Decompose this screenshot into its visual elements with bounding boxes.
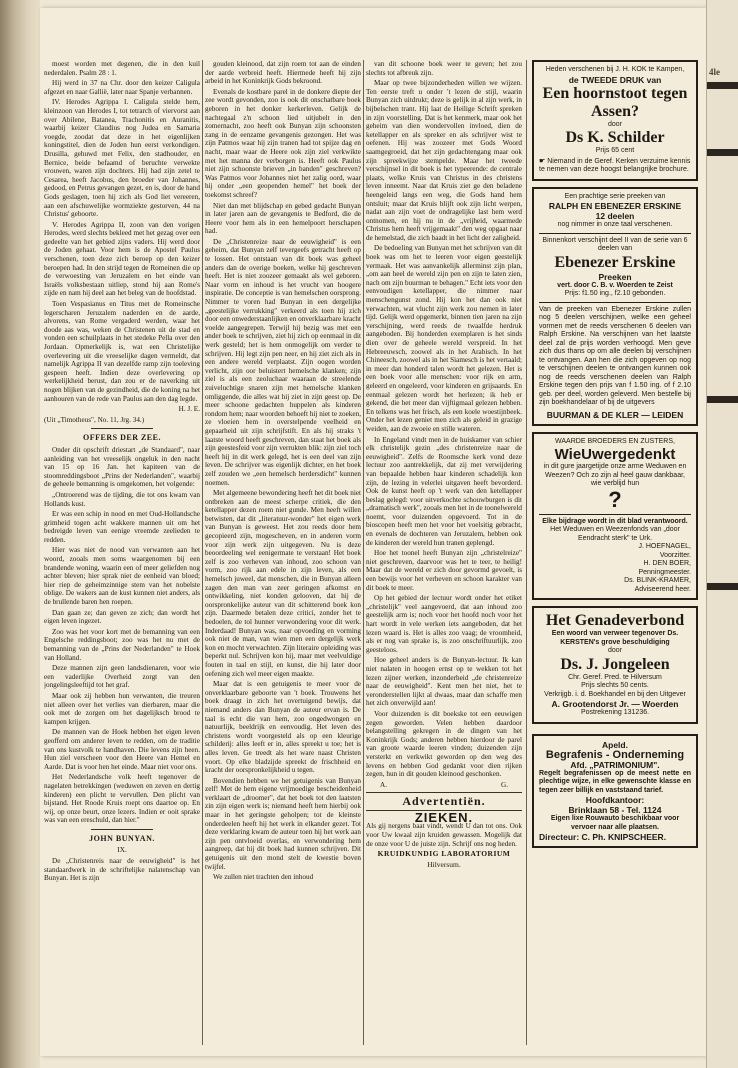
text-paragraph: Voor duizenden is dit boekske tot een eeuwigen zegen geworden. Velen hebben daardoor belangstelling gekregen in de dingen van het Koninkrijk Gods; anderen hebben hierdoor de parel van groote waarde leeren vinden; duizenden zijn versterkt en verkwikt geworden op den weg des levens en hebben God gedankt voor dien rijken zegen, hun in dit gouden kleinood geschonken.	[366, 709, 522, 779]
ad-title: Begrafenis - Onderneming	[545, 748, 685, 761]
text-paragraph: Hoe geheel anders is de Bunyan-lectuur. Ik kan niet nalaten in hoogen ernst op te wekken tot het lezen zijner werken, inzonderheid „de christenreize naar de eeuwigheid". Kent men het niet, het te veronderstellen lijkt al dwaas, maar dan schaffe men het zich onverwijld aan!	[366, 656, 522, 708]
text-paragraph: „Ontroerend was de tijding, die tot ons kwam van Hollands kust.	[44, 490, 200, 508]
ad-text: Afd. „PATRIMONIUM".	[570, 759, 660, 770]
divider	[539, 233, 691, 234]
ad-note-text: Niemand in de Geref. Kerken verzuime kennis te nemen van deze hoogst belangrijke brochure.	[539, 157, 691, 173]
ad-body: Regelt begrafenissen op de meest nette en plechtige wijze, in elke gewenschte klasse en tegen zeer billijk en vaststaand tarief.	[539, 769, 691, 794]
text-paragraph: Maar op twee bijzonderheden willen we wijzen. Ten eerste treft u onder 't lezen de stijl, waarin Bunyan zich uitdrukt; deze is gelijk in al zijn werk, in bijbelschen trant. Hij laat de Heilige Schrift spreken in zijn voorstelling. Dat is het kenmerk, maar ook het geheim van dien wondervollen invloed, dien de ketellapper en als spreker en als schrijver wist te oefenen. Hij was zoozeer met Gods Woord saamgegroeid, dat het zijn gedachtengang maar ook zijn spreekwijze stempelde. Maar het tweede verschijnsel in dit boek is het typeerende: de centrale plaats, welke Kruis van Christus in des christens leven inneemt. Naar dat Kruis ziet ge den beladene heengeleid langs een weg, die Gods hand hem ontsluit; maar dat Kruis blijft ook zijn licht werpen, nadat aan zijn voet de ondragelijke last hem werd ontnomen, en hij nu in de „vrijheid, waarmede Christus hem heeft vrijgemaakt" den weg opgaat naar de hemelstad, die zich baadt in het licht der zaligheid.	[366, 79, 522, 242]
text-paragraph: gouden kleinood, dat zijn roem tot aan de einden der aarde verbreid heeft. Hiermede heeft hij zijn arbeid in het Koninkrijk Gods bekroond.	[205, 60, 361, 86]
article-heading: JOHN BUNYAN.	[89, 833, 155, 843]
ad-name: J. HOEFNAGEL,	[638, 543, 691, 550]
ad-text: WAARDE BROEDERS EN ZUSTERS,	[555, 437, 675, 445]
text-paragraph: Maar dat is een getuigenis te meer voor de onverklaarbare geboorte van 't boek. Trouwens het boek draagt in zich het overtuigend bewijs, dat niemand anders dan Bunyan de auteur ervan is. De taal is echt die van hem, zoo ongedwongen en natuurlijk, beeldrijk en eenvoudig. Het leven des christens wordt voorgesteld als op een kleurige schilderij: alles leeft er in, alles spreekt u toe; het is alles leven. Ge treedt als het ware naast Christen voort. Op elke bladzijde spreekt de frischheid en kracht der oorspronkelijkheid u tegen.	[205, 680, 361, 775]
text-paragraph: Zoo was het voor kort met de bemanning van een Engelsche reddingsboot; zoo was het nu met de bemanning van de „Prins der Nederlanden" te Hoek van Holland.	[44, 627, 200, 662]
source-note: (Uit „Timotheus", No. 11, Jrg. 34.)	[44, 415, 145, 424]
text-paragraph: Het Nederlandsche volk heeft tegenover de nagelaten betrekkingen (weduwen en zeven en dertig kinderen) een plicht te vervullen. Den plicht van bijstand. Het Roode Kruis roept ons daartoe op. En wij, op onze beurt, onze lezers. Indien er ooit sprake was van een ereschuld, dan hier."	[44, 773, 200, 825]
ad-text: de TWEEDE DRUK van	[568, 74, 662, 85]
ad-director: Directeur: C. Ph. KNIPSCHEER.	[539, 832, 667, 842]
ad-weduwen	[532, 432, 698, 601]
ad-title: WieUwergedenkt	[554, 446, 676, 463]
ad-text: Een prachtige serie preeken van	[564, 192, 666, 200]
column-2	[205, 60, 361, 1045]
text-paragraph: Er was een schip in nood en met Oud-Hollandsche grimheid togen acht wakkere mannen uit om het bedreigde leven van eenige vreemde zeelieden te redden.	[44, 510, 200, 544]
ad-role: Voorzitter.	[659, 551, 691, 559]
column-separator	[363, 60, 364, 1045]
divider	[366, 792, 522, 793]
ad-publisher: BUURMAN & DE KLER — LEIDEN	[546, 409, 684, 420]
ad-role: Adviseerend heer.	[634, 585, 691, 593]
ad-author: Ds. J. Jongeleen	[560, 655, 670, 673]
ad-note: Elke bijdrage wordt in dit blad verantwoord.	[542, 517, 688, 525]
text-paragraph: De „Christenreize naar de eeuwigheid" is een geheim, dat Bunyan zelf tevergeefs getracht heeft op te lossen. Het ontstaan van dit boek was geheel anders dan de overige boeken, welke hij geschreven heeft. Het is niet zoozeer gemaakt als wel geboren. Naar vorm en inhoud is het vrucht van hoogere inspiratie. De conceptie is van hemelschen oorsprong. Nimmer te voren had Bunyan in een dergelijke „geestelijke verrukking" verkeerd als toen hij zich door een onwederstaanlijken en onverklaarbare kracht voelde aangegrepen. Terwijl hij bezig was met een ander boek te schrijven, ziet hij zich op eenmaal in dit werk gesteld; het is hem onmogelijk om verder te schrijven. Hij legt zijn pen neer, en hij ziet zich als in een andere wereld verplaatst. Zijn oogen worden verlicht, zijn oor beluistert hemelsche klanken; zijn ziel is als een zeoluchaar waaraan de streelende zuiveluchtige snaren zijn met hemelsche klanken omliggende, die alles wat hij ziet in zijn geest op. De meer schoone gedachten huppelen als kinderen rondom hem; naar woorden behoeft hij niet te zoeken, ze vloeien hem in overstelpende veelheid en gepaarheid uit zijn schrijfstift. En als hij straks 't laatste woord heeft geschreven, dan staat het boek als zijn geestesfeid voor zijn verrukten blik: zijn ziel toch heeft hij in dit werk gelegd, het is een deel van zijn leven. De schrijver was eigenlijk dichter, en het boek zelf zouden we „een hemelsch herdersdicht" kunnen noemen.	[205, 237, 361, 487]
text-paragraph: Maar ook zij hebben hun verwanten, die treuren niet alleen over het verlies van dierbaren, maar die ook met de zorgen om het dagelijksch brood te kampen krijgen.	[44, 691, 200, 726]
signature-initial: G.	[501, 780, 508, 789]
text-paragraph: moest worden met degenen, die in den kuil nederdalen. Psalm 28 : 1.	[44, 60, 200, 77]
text-paragraph: Niet dan met blijdschap en gebed gedacht Bunyan in later jaren aan de gevangenis te Bedford, die de Heere voor hem als in een hemelpoort herschapen had.	[205, 201, 361, 236]
text-paragraph: Met algemeene bewondering heeft het dit boek niet ontbreken aan de meest scherpe critiek, die den ketellapper dezen roem niet gunde. Men heeft willen betwisten, dat dit „literatuur-wonder" het eigen werk van Bunyan is geweest. Het zou reeds door hem gecopieerd zijn, mogescheven, en in anderen vorm voor zijn werk zijn uitgegeven. Nu is deze beoordeeling wel eenigermate te verstaan! Het boek zelf is zoo verheven van inhoud, zoo schoon van vorm, zoo rijk aan edele in zijn leven, als een hemelsch juweel, dat menschen, die in Bunyan alleen zagen den man van zeer geringen afkomst en ontwikkeling, niet konden gelooven, dat hij de oorspronkelijke auteur van dit schitterend boek kon zijn. Daarmede betalen deze critici, zonder het te bedoelen, de tol hunner verwondering voor dit werk. Inderdaad! Bunyan was, naar opvoeding en vorming ook niet de man, van wien men een dergelijk werk kon en mocht verwachten. Zijn literaire opleiding was beperkt nul. Schrijven kon hij, maar met veelvuldige fouten in taal en stijl, en kunst, die hij later door oefening zich wel meer eigen maakte.	[205, 489, 361, 678]
advertisements-heading: Advertentiën.	[402, 794, 486, 809]
ad-begrafenis	[532, 734, 698, 849]
ad-address: Brinklaan 58 - Tel. 1124	[568, 805, 662, 815]
ad-body: in dit gure jaargetijde onze arme Weduwen en Weezen? Och zo zijn al heel gauw dankbaar, wie verblijd hun	[543, 463, 687, 487]
ad-text: 12 deelen	[595, 211, 635, 221]
divider	[91, 428, 153, 429]
question-mark-glyph: ?	[608, 486, 622, 512]
ad-genadeverbond	[532, 606, 698, 724]
ad-text: Heden verschenen bij J. H. KOK te Kampen,	[545, 66, 685, 73]
advertisement-column	[532, 60, 698, 854]
text-paragraph: Dan gaan ze; dan geven ze zich; dan wordt het eigen leven ingezet.	[44, 608, 200, 626]
text-paragraph: Op het gebied der lectuur wordt onder het etiket „christelijk" veel aangevoerd, dat aan inhoud zoo geestelijk arm is; noch voor het hoofd noch voor het hart wordt in vele werken iets aangeboden, dat het lezen waard is. Het is alles zoo vaag; de vroomheid, als er nog van sprake is, is zoo onschriftuurlijk, zoo geesteloos.	[366, 594, 522, 654]
divider	[539, 302, 691, 303]
ad-zieken-title: ZIEKEN.	[414, 809, 474, 825]
ad-text: Preeken	[598, 271, 632, 282]
ad-text: Hoofdkantoor:	[585, 795, 645, 805]
column-1	[44, 60, 200, 1045]
article-heading: OFFERS DER ZEE.	[83, 433, 161, 443]
ad-title: Het Genadeverbond	[545, 612, 685, 629]
ad-name: H. DEN BOER,	[643, 560, 691, 567]
ad-body: Van de preeken van Ebenezer Erskine zullen nog 5 deelen verschijnen, welke een geheel vormen met de reeds verschenen 6 deelen van Ralph Erskine. Na verschijnen van het laatste deel zal de prijs worden verhoogd. Men geve zich dus thans op om alle deelen bij verschijnen te ontvangen. Aan hen die zich opgeven op nog te verschijnen deelen te ontvangen kunnen ook nog de reeds verschenen deelen van Ralph Erskine tegen den prijs van f 1.50 ing. of f 2.10 geb. per deel, worden geleverd. Men bestelle bij zijn boekhandelaar of bij de uitgevers	[539, 305, 691, 406]
ad-author: Ds K. Schilder	[565, 129, 665, 146]
text-paragraph: In Engeland vindt men in de huiskamer van schier elk christelijk gezin „des christenreize naar de eeuwigheid". Zelfs de Roomsche kerk vond deze lectuur zoo aantrekkelijk, dat zij met verwijdering van bepaalde hebben haar kinderen schadelijk kon zijn, de lezing in velerlei uitgaven heeft bevorderd. Ook de kunst heeft op 't werk van den ketellapper beslag gelegd: voor uitverkochte schouwburgen is dit „dramatisch werk", zooals men het in de toonelwereld noemt, voor duizenden opgevoerd. Tot in de bioscopen heeft men het voor het voelsitig gebracht, en evenals de dochteren van Jeruzalem, hebben ook de kinderen der wereld hun tranen geplengd.	[366, 435, 522, 547]
column-3	[366, 60, 522, 1045]
text-paragraph: Bovendien hebben we het getuigenis van Bunyan zelf! Met de hem eigene vrijmoedige bescheidenheid verklaart de „droomer", dat het boek tot den laatsten zin zijn eigen werk is; niemand heeft hem hierbij ook maar in het geringste geholpen; tot de kleinste onderdeelen heeft hij het werk in elkander gezet. Tot deze verklaring kwam de auteur toen hij het werk aan zijn pen ontvloeid overlas, en verwondering hem aangreep, dat hij dit boek had kunnen schrijven. Dit getuigenis uit den mond stelt de kwestie boven twijfel.	[205, 776, 361, 871]
ad-text: Postrekening 131236.	[580, 709, 650, 716]
ad-text: door	[607, 647, 622, 654]
text-paragraph: Hij werd in 37 na Chr. door den keizer Caligula afgezet en naar Gallië, later naar Spanje verbannen.	[44, 79, 200, 96]
text-paragraph: De „Christenreis naar de eeuwigheid" is het standaardwerk in de schriftelijke nalatenschap van Bunyan. Het is zijn	[44, 857, 200, 883]
ad-price: Prijs: f1.50 ing., f2.10 gebonden.	[564, 290, 666, 297]
ad-zieken-firm: KRUIDKUNDIG LABORATORIUM	[377, 849, 511, 859]
ad-zieken-city: Hilversum.	[427, 859, 461, 869]
ad-title: Ebenezer Erskine	[554, 253, 676, 271]
signature: H. J. E.	[178, 405, 200, 414]
ad-title: Een hoornstoot tegen Assen?	[542, 84, 688, 120]
ad-text: Chr. Geref. Pred. te Hilversum	[568, 673, 662, 681]
ad-text: Binnenkort verschijnt deel II van de serie van 6 deelen van	[542, 236, 688, 252]
ad-text: vert. door C. B. v. Woerden te Zeist	[557, 281, 673, 289]
text-paragraph: Hier was niet de nood van verwanten aan het woord, zooals men soms waargenomen bij een brandende woning, waarin een of meer geliefden nog achter bleven; hier sprak niet de eenheid van bloed; hier riep de geheimzinnige stem van het nobelste oblige. De wakers aan de kust kunnen niet anders, als de brullende baren hen roepen.	[44, 546, 200, 607]
adjacent-page-rule	[707, 149, 738, 156]
ad-text: RALPH EN EBENEZER ERSKINE	[548, 201, 682, 211]
text-paragraph: Toen Vespasianus en Titus met de Romeinsche legerscharen Jeruzalem naderden en de aarde, alvorens, van Rome vergaderd werden, waar het doode aas was, weken de Christenen uit de stad en vonden een schuilplaats in het stedeke Pella over den Jordaan. Opmerkelijk is, wat een Christelijke overlevering uit die vreeselijke dagen vermeldt, dat namelijk Agrippa II van dezelfde ramp zijn toeleving gespeen heeft. Indien deze overlevering op werkelijkheid berust, dan zou er de naverking uit nogen blijken van de gezindheid, die de koning na het aanhouren van de rede van Paulus aan den dag legde.	[44, 300, 200, 403]
text-paragraph: Deze mannen zijn geen landsdienaren, voor wie een vaderlijke Overheid zorgt van den jongelingsleeftijd tot het graf.	[44, 664, 200, 690]
ad-text: Verkrijgb. i. d. Boekhandel en bij den Uitgever	[544, 690, 686, 698]
text-paragraph: We zullen niet trachten den inhoud	[213, 873, 314, 882]
adjacent-page-rule	[707, 82, 738, 89]
text-paragraph: Hoe het toonel heeft Bunyan zijn „christelreize" niet geschreven, daarvoor was het te teer, te heilig! Maar dat de wereld er zich door gevormd gevoelt, is een bewijs voor het verheven en schoon karakter van dit boek te meer.	[366, 549, 522, 592]
adjacent-page-edge	[706, 0, 738, 1068]
article-subheading: IX.	[117, 845, 127, 855]
ad-erskine	[532, 187, 698, 426]
text-paragraph: van dit schoone boek weer te geven; het zou slechts tot afbreuk zijn.	[366, 60, 522, 77]
ad-publisher: A. Grootendorst Jr. — Woerden	[551, 699, 679, 709]
divider	[539, 514, 691, 515]
text-paragraph: Onder dit opschrift driestart „de Standaard", naar aanleiding van het vreeselijk ongeluk in den nacht van 15 op 16 Jan. het kapiteen van de stoomreddingsboot „Prins der Nederlanden", waarbij de geheele bemanning is omgekomen, het volgende:	[44, 445, 200, 489]
text-paragraph: Evenals de kostbare parel in de donkere diepte der zee wordt gevonden, zoo is ook dit onschatbare boek geboren in het donker kerkerleven. Gelijk de nachtegaal z'n schoon lied uitjubelt in den zomernacht, zoo heeft ook Bunyan zijn schoonsten zang in de eenzame gevangenis gezongen. Het was zijn Patmos waar hij zijn tranen had tot spijze dag en nacht, maar waar de Heere ook zijn ziel verkwikte met het manna der verborgen is. Heeft ook Paulus niet zijn schoonste brieven „in banden" geschreven? Was Patmos voor Johannes niet het zalig oord, waar hij onder „een geopenden hemel" het boek der toekomst schreef?	[205, 87, 361, 199]
ad-text: Het Weduwen en Weezenfonds van „door Eendracht sterk" te Urk.	[550, 526, 680, 542]
adjacent-page-rule	[707, 396, 738, 403]
signature-initial: A.	[380, 780, 387, 789]
ad-price: Prijs 65 cent	[595, 147, 635, 154]
text-paragraph: De bedoeling van Bunyan met het schrijven van dit boek was om het te leeren voor eigen geestelijk vermaak. Het was aanvankelijk allerminst zijn plan, „om aan heel de wereld zijn pen en zijn te laten zien, nach om zijn buurman te behagen." Echt iets voor den eenvoudigen ketellapper, die nimmer naar menschengunst zond. Hij kon het dan ook niet verwachten, wat vlucht zijn werk zou nemen in later tijd. Gelijk werd opgemerkt, binnen tien jaren na zijn verschijning, werd reeds de twaalfde herdruk aangeboden. Bij honderden exemplaren is het sinds dien over de geheele wereld verspreid. In het Hebreeuwsch, zoowel als in het Arabisch. In het Chineesch, zoowel als in het Siamesch is het vertaald; in meer dan honderd talen wordt het gelezen. Het is een boek voor alle menschen: voor rijk en arm, geleerd en ongeleerd, voor kinderen en grijsaards. En eenmaal gelezen wordt het herlezen; ik heb er gekend, die het meer dan vijftigmaal gelezen hebben. En telkens was het frisch, als een koele woestijnbeek. Onder het lezen geniet men zich als geleid in grazige weiden, aan de zwoeie en stille wateren.	[366, 244, 522, 433]
pointing-hand-icon: ☛	[539, 157, 548, 165]
text-paragraph: De mannen van de Hoek hebben het eigen leven geofferd om anderer leven te redden, om de traditie van ons kustvolk te handhaven. Die levens zijn heen. Hun ziel verscheen voor den Heere van Hemel en Aarde. Dat is voor hen het einde. Maar niet voor ons.	[44, 728, 200, 771]
ad-role: Penningmeester.	[638, 568, 691, 576]
book-binding	[0, 0, 40, 1068]
ad-text: Een woord van verweer tegenover Ds. KERSTEN's grove beschuldiging	[551, 630, 679, 646]
divider	[91, 829, 153, 830]
adjacent-page-rule	[707, 583, 738, 590]
ad-note	[539, 158, 691, 175]
text-paragraph: V. Herodes Agrippa II, zoon van den vorigen Herodes, werd slechts bekleed met het gezag over een gedeelte van het gebied zijns vaders. Hij werd door de Joden gehaat. Voor hem is de Apostel Paulus verschenen, toen deze zich beroep op den keizer beroepen had. In den strijd tegen de Romeinen die op de verwoesting van Jeruzalem en het einde van Israëls volksbestaan uitliep, stond hij aan Rome's zijde en nam hij deel aan het beleg van de hoofdstad.	[44, 220, 200, 298]
ad-text: door	[607, 120, 622, 128]
ad-hoornstoot	[532, 60, 698, 181]
ad-zieken-text: Als gij nergens baat vindt, wendt U dan tot ons. Ook voor Uw kwaal zijn kruiden gewassen. Mogelijk dat de onze voor U de juiste zijn. Schrijf ons nog heden.	[366, 822, 522, 848]
ad-name: Ds. BLINK-KRAMER,	[624, 577, 691, 584]
adjacent-page-header: 4le	[709, 67, 720, 77]
ad-text: Apeld.	[602, 739, 628, 750]
ad-price: Prijs slechts 50 cents.	[581, 682, 649, 689]
column-separator	[526, 60, 527, 1045]
ad-text: nog nimmer in onze taal verschenen.	[557, 221, 673, 228]
column-separator	[202, 60, 203, 1045]
text-paragraph: IV. Herodes Agrippa I. Caligula stelde hem, kleinzoon van Herodes I, tot tetrarch of viervorst aan over Abilene, Batanea, Trachonitis en Auranitis, waarbij keizer Claudius nog Judea en Samaria voegde, zoodat dat deze in het eigenlijken koningstitel, dien de Joden hun eerst verkondigen. Drusilla, gehuwd met Felix, den stadhouder, en Bernice, beide befaamd of beruchte verwekte vrouwen, waren zijn dochters. Hij had zijn zetel te Cesarea, heeft Jacobus, den broeder van Johannes, gedood, en Petrus gevangen gezet, en is, door de hand Gods geslagen, toen hij zich als God liet vereeren, aan een afschuwelijke wormziekte gestorven, 44 na Christus' geboorte.	[44, 98, 200, 219]
signature-row	[366, 781, 522, 790]
ad-note: Eigen lixe Rouwauto beschikbaar voor vervoer naar alle plaatsen.	[550, 815, 680, 831]
